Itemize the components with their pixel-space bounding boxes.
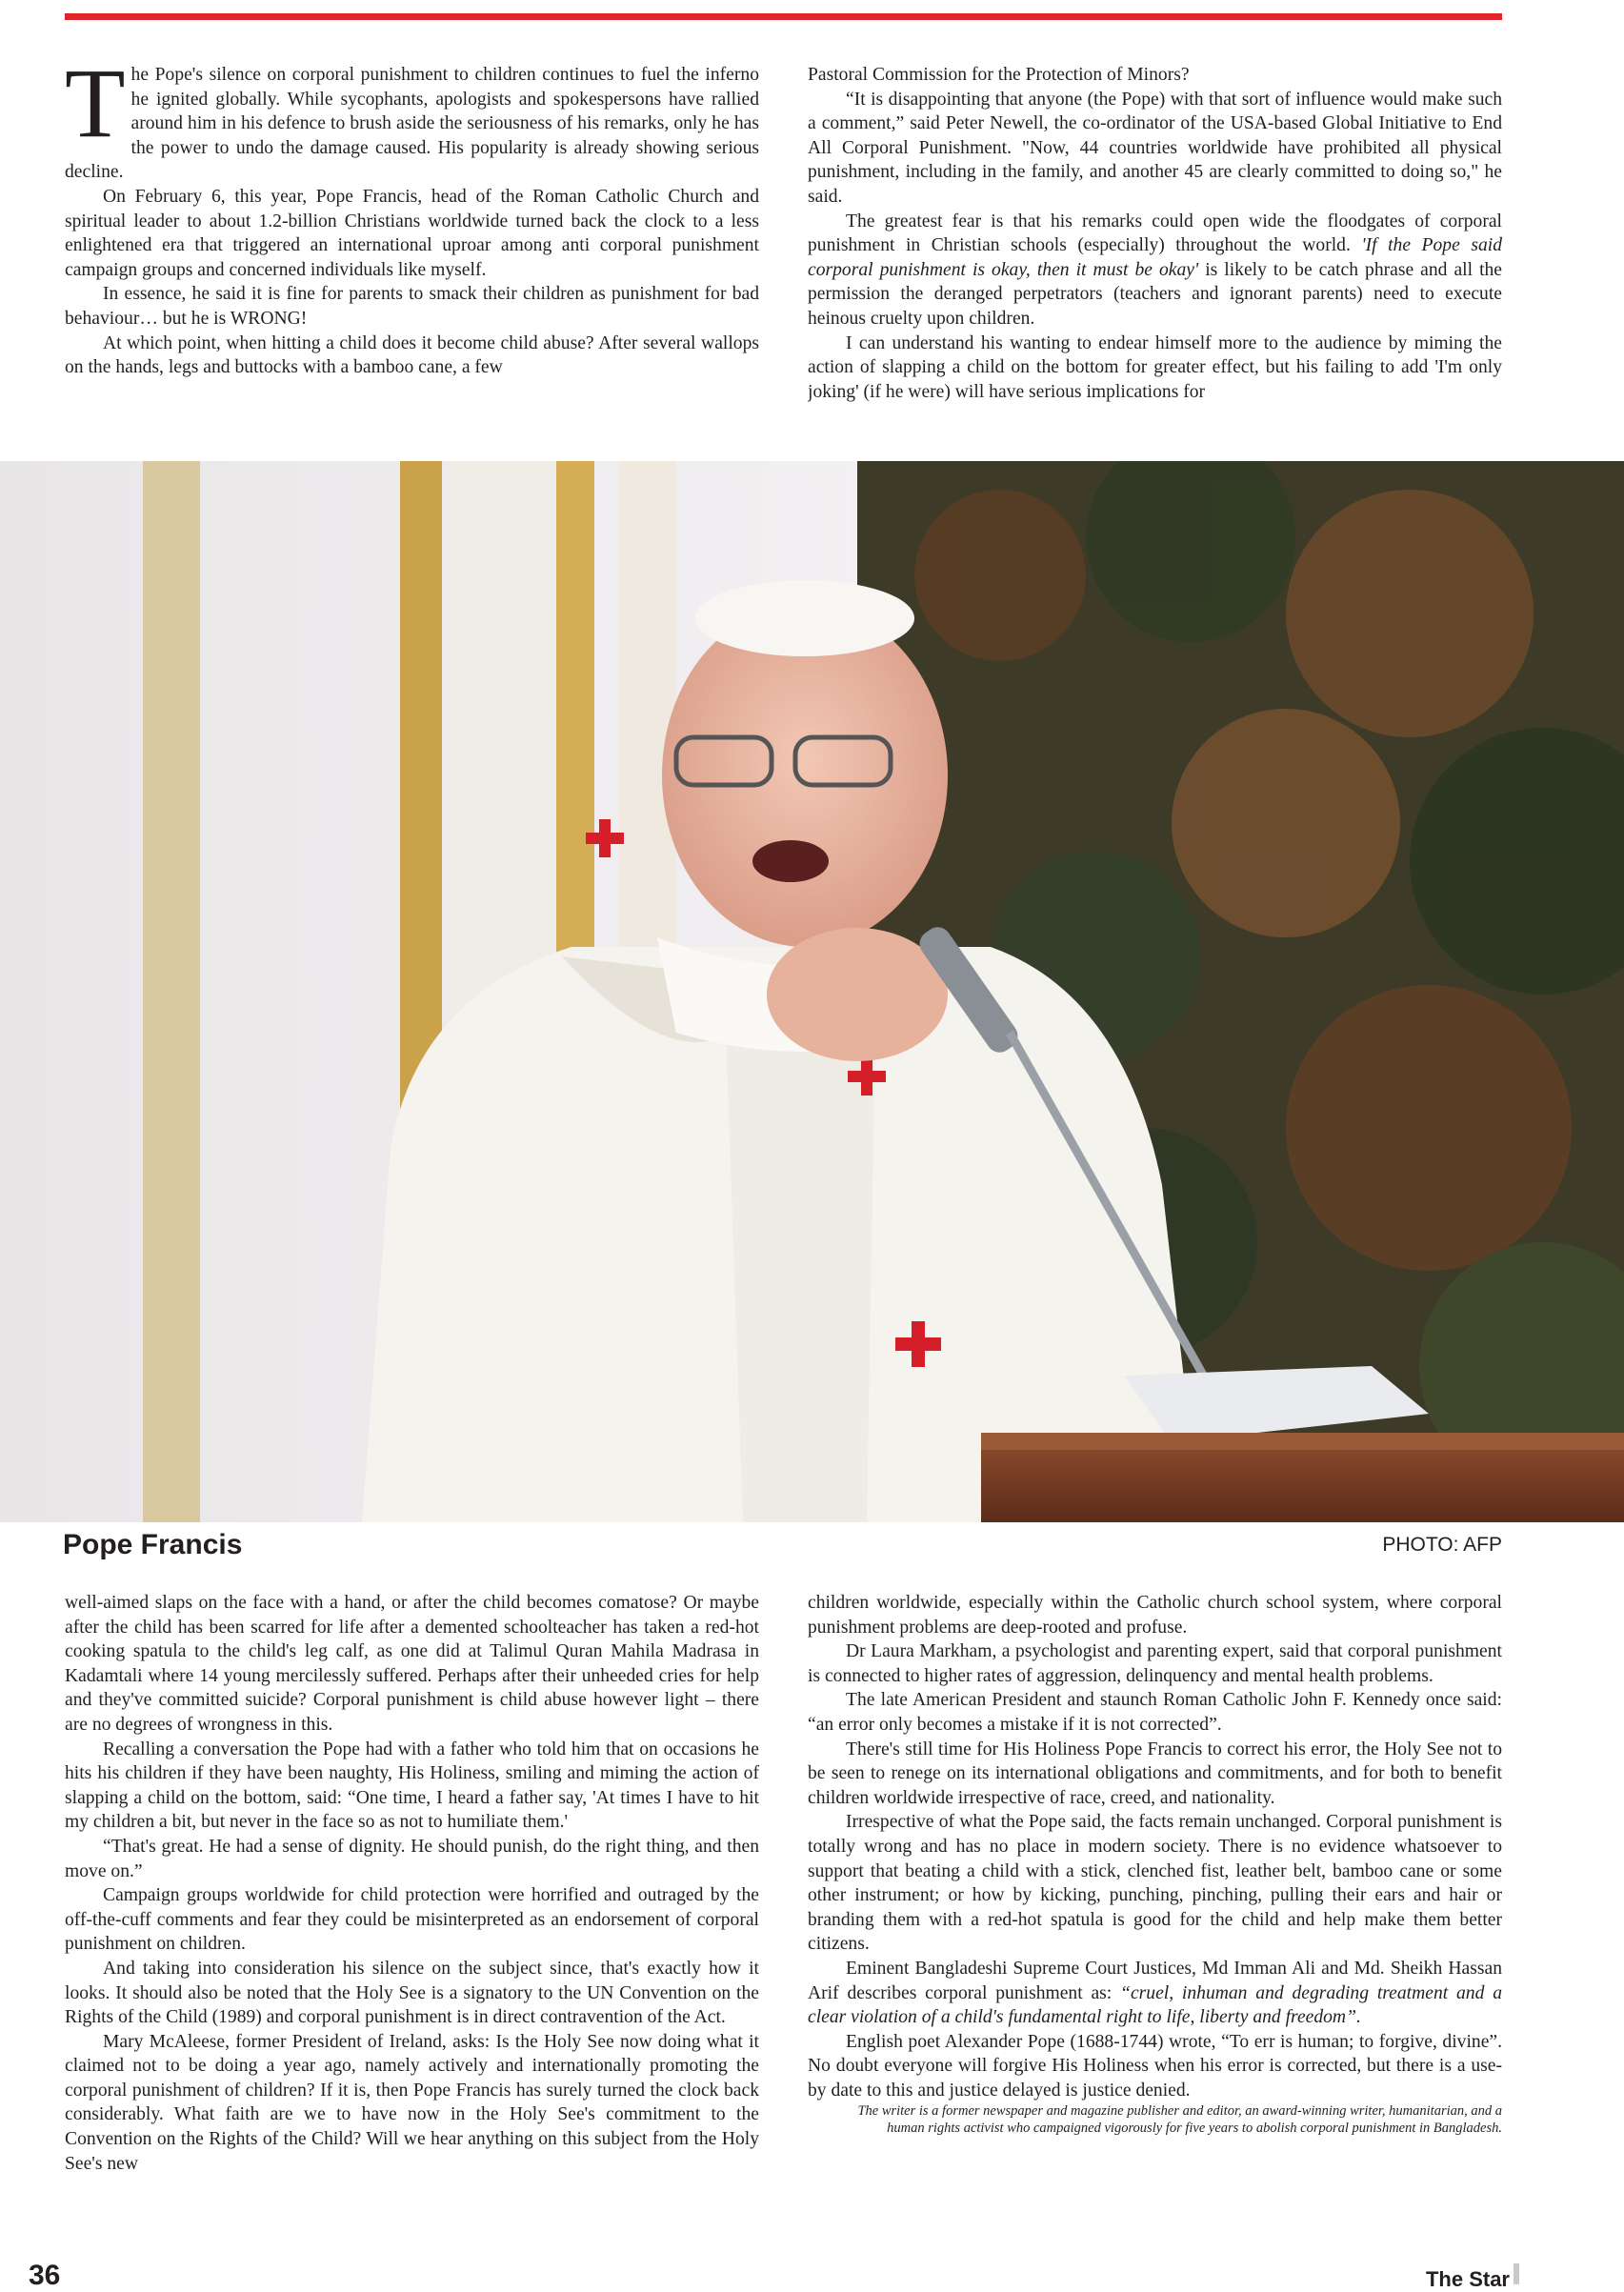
article-column-top-left	[65, 63, 759, 406]
paragraph: Irrespective of what the Pope said, the facts remain unchanged. Corporal punishment is totally wrong and has no place in modern society. There is no evidence whatsoever to support that beating a child with a stick, clenched fist, leather belt, bamboo cane or some other instrument; or how by kicking, punching, pinching, pulling their ears and hair or branding them with a red-hot spatula is good for the child and help make them better citizens.	[808, 1812, 1502, 1955]
paragraph: There's still time for His Holiness Pope Francis to correct his error, the Holy See not to be seen to renege on its international obligations and commitments, and for both to benefit children worldwide irrespective of race, creed, and nationality.	[808, 1739, 1502, 1808]
magazine-name: The Star	[1425, 2267, 1510, 2291]
paragraph: Pastoral Commission for the Protection of Minors?	[808, 65, 1190, 85]
paragraph: “It is disappointing that anyone (the Pope) with that sort of influence would make such a comment,” said Peter Newell, the co-ordinator of the USA-based Global Initiative to End All Corporal Punishment. "Now, 44 countries worldwide have prohibited all physical punishment, including in the family, and another 45 are clearly committed to doing so," he said.	[808, 89, 1502, 207]
article-column-bottom-left	[65, 1591, 759, 2239]
paragraph: Eminent Bangladeshi Supreme Court Justices, Md Imman Ali and Md. Sheikh Hassan Arif describes corporal punishment as: “cruel, inhuman and degrading treatment and a clear violation of a child's fundamental right to life, liberty and freedom”.	[808, 1958, 1502, 2028]
article-column-top-right	[808, 63, 1502, 406]
quote: “cruel, inhuman and degrading treatment and a clear violation of a child's fundamental right to life, liberty and freedom”.	[808, 1982, 1502, 2028]
paragraph: And taking into consideration his silence on the subject since, that's exactly how it looks. It should also be noted that the Holy See is a signatory to the UN Convention on the Rights of the Child (1989) and corporal punishment is in direct contravention of the Act.	[65, 1958, 759, 2028]
paragraph: children worldwide, especially within the Catholic church school system, where corporal punishment problems are deep-rooted and profuse.	[808, 1593, 1502, 1638]
paragraph: Recalling a conversation the Pope had with a father who told him that on occasions he hits his children if they have been naughty, His Holiness, smiling and miming the action of slapping a child on the bottom, said: “One time, I heard a father say, 'At times I have to hit my children a bit, but never in the face so as not to humiliate them.'	[65, 1739, 759, 1833]
paragraph: Mary McAleese, former President of Ireland, asks: Is the Holy See now doing what it claimed not to be doing a year ago, namely actively and internationally promoting the corporal punishment of children? If it is, then Pope Francis has surely turned the clock back considerably. What faith are we to have now in the Holy See's commitment to the Convention on the Rights of the Child? Will we hear anything on this subject from the Holy See's new	[65, 2031, 759, 2174]
paragraph: Dr Laura Markham, a psychologist and parenting expert, said that corporal punishment is connected to higher rates of aggression, delinquency and mental health problems.	[808, 1641, 1502, 1686]
paragraph: The greatest fear is that his remarks could open wide the floodgates of corporal punishment in Christian schools (especially) throughout the world. 'If the Pope said corporal punishment is okay, then it must be okay' is likely to be catch phrase and all the permission the deranged perpetrators (teachers and ignorant parents) need to execute heinous cruelty upon children.	[808, 211, 1502, 329]
author-byline: The writer is a former newspaper and magazine publisher and editor, an award-winning writer, humanitarian, and a human rights activist who campaigned vigorously for five years to abolish corporal punishment in Bangladesh.	[857, 2103, 1502, 2137]
paragraph: On February 6, this year, Pope Francis, head of the Roman Catholic Church and spiritual leader to about 1.2-billion Christians worldwide turned back the clock to a less enlightened era that triggered an international uproar among anti corporal punishment campaign groups and concerned individuals like myself.	[65, 186, 759, 280]
paragraph: well-aimed slaps on the face with a hand, or after the child becomes comatose? Or maybe after the child has been scarred for life after a demented schoolteacher has taken a red-hot cooking spatula to the child's leg calf, as one did at Talimul Quran Mahila Madrasa in Kadamtali where 14 young mercilessly suffered. Perhaps after their unheeded cries for help and they've committed suicide? Corporal punishment is child abuse however light – there are no degrees of wrongness in this.	[65, 1593, 759, 1735]
paragraph: The late American President and staunch Roman Catholic John F. Kennedy once said: “an error only becomes a mistake if it is not corrected”.	[808, 1690, 1502, 1735]
paragraph: I can understand his wanting to endear himself more to the audience by miming the action of slapping a child on the bottom for greater effect, but his failing to add 'I'm only joking' (if he were) will have serious implications for	[808, 332, 1502, 402]
paragraph: Campaign groups worldwide for child protection were horrified and outraged by the off-the-cuff comments and fear they could be misinterpreted as an endorsement of corporal punishment on children.	[65, 1885, 759, 1955]
paragraph: At which point, when hitting a child does it become child abuse? After several wallops on the hands, legs and buttocks with a bamboo cane, a few	[65, 332, 759, 378]
paragraph: English poet Alexander Pope (1688-1744) wrote, “To err is human; to forgive, divine”. No doubt everyone will forgive His Holiness when his error is corrected, but there is a use-by date to this and justice delayed is justice denied.	[808, 2031, 1502, 2101]
photo-caption: Pope Francis	[63, 1529, 243, 1560]
lead-paragraph: The Pope's silence on corporal punishment to children continues to fuel the inferno he ignited globally. While sycophants, apologists and spokespersons have rallied around him in his defence to brush aside the seriousness of his remarks, only he has the power to undo the damage caused. His popularity is already showing serious decline.	[65, 63, 759, 183]
drop-cap: T	[65, 63, 126, 158]
article-column-bottom-right	[808, 1591, 1502, 2239]
paragraph: “That's great. He had a sense of dignity. He should punish, do the right thing, and then move on.”	[65, 1836, 759, 1881]
paragraph: In essence, he said it is fine for parents to smack their children as punishment for bad behaviour… but he is WRONG!	[65, 284, 759, 329]
pope-photo	[0, 461, 1624, 1522]
page-number: 36	[29, 2260, 61, 2291]
top-rule	[65, 13, 1502, 20]
photo-credit: PHOTO: AFP	[1382, 1534, 1502, 1556]
quote: 'If the Pope said corporal punishment is okay, then it must be okay'	[808, 235, 1502, 280]
